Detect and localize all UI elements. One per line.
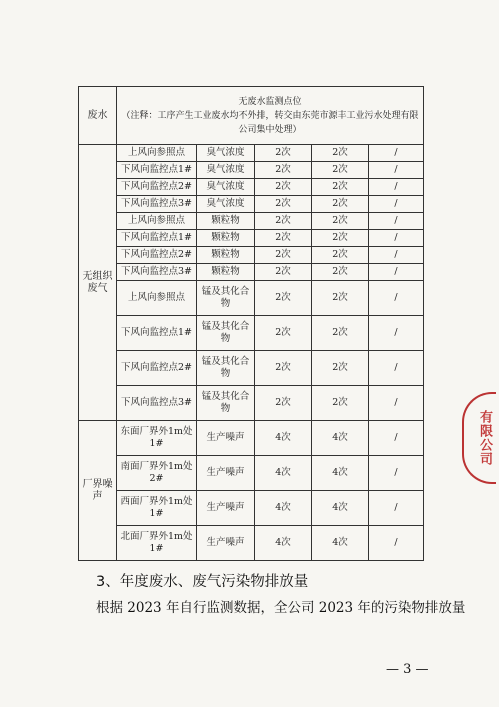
monitoring-item-cell: 生产噪声 — [197, 421, 255, 456]
monitoring-item-cell: 颗粒物 — [197, 213, 255, 230]
category-cell: 厂界噪声 — [79, 421, 117, 561]
monitoring-point-cell: 东面厂界外1m处1# — [117, 421, 197, 456]
planned-frequency-cell: 2次 — [255, 145, 312, 162]
monitoring-point-cell: 下风向监控点3# — [117, 264, 197, 281]
planned-frequency-cell: 4次 — [255, 421, 312, 456]
remark-cell: / — [369, 145, 424, 162]
table-row — [79, 213, 424, 230]
actual-frequency-cell: 4次 — [312, 491, 369, 526]
monitoring-point-cell: 上风向参照点 — [117, 145, 197, 162]
wastewater-note-title: 无废水监测点位 — [238, 96, 302, 107]
remark-cell: / — [369, 162, 424, 179]
planned-frequency-cell: 2次 — [255, 386, 312, 421]
wastewater-note-cell — [117, 87, 424, 145]
monitoring-item-cell: 生产噪声 — [197, 456, 255, 491]
planned-frequency-cell: 2次 — [255, 179, 312, 196]
monitoring-point-cell: 下风向监控点1# — [117, 162, 197, 179]
planned-frequency-cell: 2次 — [255, 213, 312, 230]
monitoring-point-cell: 南面厂界外1m处2# — [117, 456, 197, 491]
category-cell: 废水 — [79, 87, 117, 145]
monitoring-item-cell: 臭气浓度 — [197, 179, 255, 196]
table-row — [79, 196, 424, 213]
planned-frequency-cell: 2次 — [255, 351, 312, 386]
table-row — [79, 145, 424, 162]
monitoring-point-cell: 下风向监控点3# — [117, 386, 197, 421]
actual-frequency-cell: 2次 — [312, 145, 369, 162]
table-row — [79, 87, 424, 145]
remark-cell: / — [369, 281, 424, 316]
table-row — [79, 162, 424, 179]
monitoring-item-cell: 生产噪声 — [197, 526, 255, 561]
planned-frequency-cell: 2次 — [255, 264, 312, 281]
remark-cell: / — [369, 421, 424, 456]
monitoring-point-cell: 北面厂界外1m处1# — [117, 526, 197, 561]
actual-frequency-cell: 4次 — [312, 456, 369, 491]
monitoring-item-cell: 颗粒物 — [197, 230, 255, 247]
actual-frequency-cell: 2次 — [312, 351, 369, 386]
wastewater-note-body: （注释：工序产生工业废水均不外排，转交由东莞市源丰工业污水处理有限公司集中处理） — [121, 110, 419, 135]
remark-cell: / — [369, 247, 424, 264]
planned-frequency-cell: 2次 — [255, 281, 312, 316]
monitoring-point-cell: 上风向参照点 — [117, 213, 197, 230]
table-row — [79, 491, 424, 526]
monitoring-item-cell: 锰及其化合物 — [197, 386, 255, 421]
page-number: — 3 — — [386, 662, 429, 677]
planned-frequency-cell: 4次 — [255, 456, 312, 491]
monitoring-table — [78, 86, 424, 561]
actual-frequency-cell: 2次 — [312, 247, 369, 264]
table-row — [79, 281, 424, 316]
category-cell: 无组织废气 — [79, 145, 117, 421]
monitoring-point-cell: 下风向监控点3# — [117, 196, 197, 213]
monitoring-point-cell: 上风向参照点 — [117, 281, 197, 316]
planned-frequency-cell: 2次 — [255, 196, 312, 213]
table-row — [79, 316, 424, 351]
monitoring-item-cell: 生产噪声 — [197, 491, 255, 526]
monitoring-point-cell: 下风向监控点1# — [117, 316, 197, 351]
actual-frequency-cell: 2次 — [312, 386, 369, 421]
planned-frequency-cell: 2次 — [255, 162, 312, 179]
monitoring-item-cell: 颗粒物 — [197, 247, 255, 264]
monitoring-table-body — [79, 87, 424, 561]
remark-cell: / — [369, 526, 424, 561]
actual-frequency-cell: 2次 — [312, 162, 369, 179]
table-row — [79, 247, 424, 264]
actual-frequency-cell: 2次 — [312, 230, 369, 247]
table-row — [79, 386, 424, 421]
body-paragraph: 根据 2023 年自行监测数据，全公司 2023 年的污染物排放量 — [96, 600, 466, 616]
monitoring-item-cell: 锰及其化合物 — [197, 281, 255, 316]
remark-cell: / — [369, 316, 424, 351]
table-row — [79, 526, 424, 561]
actual-frequency-cell: 2次 — [312, 196, 369, 213]
table-row — [79, 351, 424, 386]
actual-frequency-cell: 2次 — [312, 179, 369, 196]
table-row — [79, 264, 424, 281]
table-row — [79, 456, 424, 491]
actual-frequency-cell: 2次 — [312, 213, 369, 230]
monitoring-item-cell: 臭气浓度 — [197, 196, 255, 213]
section-heading: 3、年度废水、废气污染物排放量 — [96, 574, 309, 590]
monitoring-point-cell: 下风向监控点1# — [117, 230, 197, 247]
remark-cell: / — [369, 351, 424, 386]
remark-cell: / — [369, 386, 424, 421]
remark-cell: / — [369, 456, 424, 491]
planned-frequency-cell: 2次 — [255, 316, 312, 351]
remark-cell: / — [369, 491, 424, 526]
monitoring-point-cell: 下风向监控点2# — [117, 351, 197, 386]
planned-frequency-cell: 2次 — [255, 247, 312, 264]
monitoring-point-cell: 下风向监控点2# — [117, 247, 197, 264]
monitoring-item-cell: 锰及其化合物 — [197, 351, 255, 386]
planned-frequency-cell: 2次 — [255, 230, 312, 247]
actual-frequency-cell: 4次 — [312, 421, 369, 456]
monitoring-item-cell: 臭气浓度 — [197, 162, 255, 179]
planned-frequency-cell: 4次 — [255, 526, 312, 561]
actual-frequency-cell: 2次 — [312, 264, 369, 281]
monitoring-item-cell: 颗粒物 — [197, 264, 255, 281]
table-row — [79, 421, 424, 456]
actual-frequency-cell: 4次 — [312, 526, 369, 561]
remark-cell: / — [369, 264, 424, 281]
table-row — [79, 230, 424, 247]
actual-frequency-cell: 2次 — [312, 281, 369, 316]
remark-cell: / — [369, 196, 424, 213]
monitoring-item-cell: 臭气浓度 — [197, 145, 255, 162]
remark-cell: / — [369, 230, 424, 247]
monitoring-item-cell: 锰及其化合物 — [197, 316, 255, 351]
remark-cell: / — [369, 213, 424, 230]
planned-frequency-cell: 4次 — [255, 491, 312, 526]
company-seal: 有限公司 — [462, 392, 496, 484]
remark-cell: / — [369, 179, 424, 196]
monitoring-point-cell: 下风向监控点2# — [117, 179, 197, 196]
actual-frequency-cell: 2次 — [312, 316, 369, 351]
monitoring-point-cell: 西面厂界外1m处1# — [117, 491, 197, 526]
table-row — [79, 179, 424, 196]
